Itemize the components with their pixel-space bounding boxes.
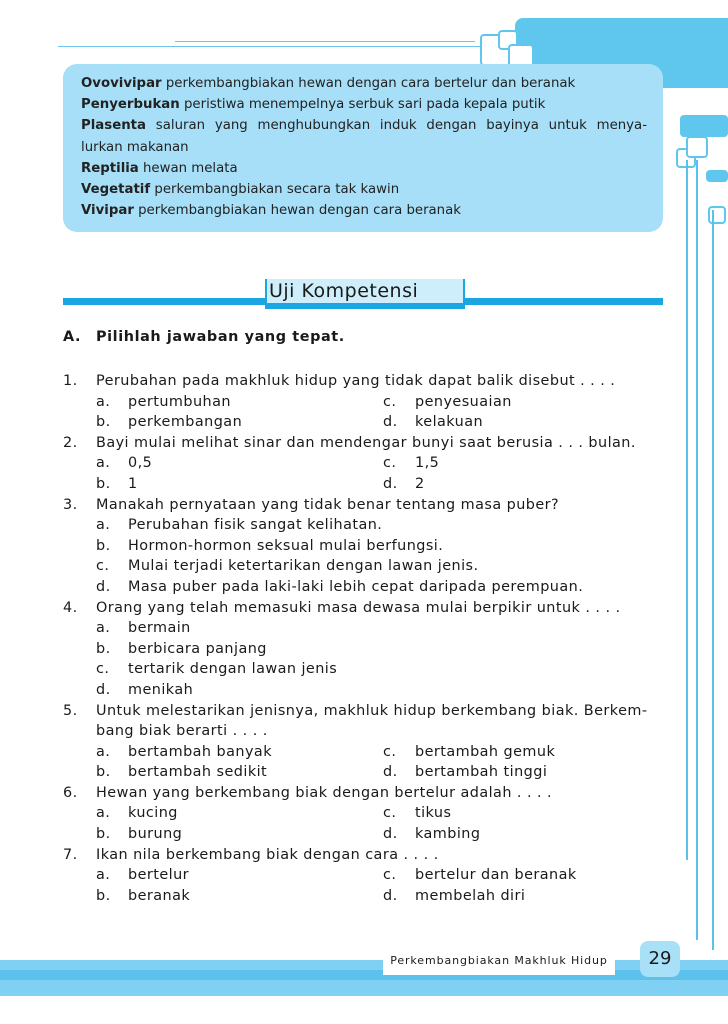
option-letter: a. — [96, 805, 111, 822]
glossary-term: Vivipar — [81, 203, 134, 219]
question-text — [63, 845, 667, 866]
option-text: 1 — [128, 475, 138, 492]
option-letter: b. — [96, 887, 111, 904]
question-item — [63, 701, 667, 783]
question-item — [63, 598, 667, 701]
decorative-line — [696, 160, 698, 940]
instruction-label: A. — [63, 329, 82, 345]
option-text: kambing — [415, 826, 481, 843]
question-number: 1. — [63, 373, 78, 389]
option-text: Hormon-hormon seksual mulai berfungsi. — [128, 537, 444, 554]
option-letter: b. — [96, 537, 111, 554]
option-row — [63, 803, 667, 824]
decorative-line — [686, 160, 688, 860]
option-letter: a. — [96, 743, 111, 760]
instruction — [63, 329, 667, 350]
question-text — [63, 495, 667, 516]
option-row — [63, 762, 667, 783]
option-row — [63, 536, 667, 557]
decorative-line — [175, 41, 475, 42]
question-text — [63, 701, 667, 722]
question-text — [63, 721, 667, 742]
option-row — [63, 742, 667, 763]
glossary-definition: hewan melata — [138, 160, 238, 176]
question-number: 5. — [63, 702, 78, 719]
option-letter: d. — [383, 826, 398, 843]
option-letter: a. — [96, 867, 111, 884]
spacer — [63, 350, 667, 371]
glossary-definition: perkembangbiakan secara tak kawin — [150, 182, 400, 198]
question-line: Orang yang telah memasuki masa dewasa mulai berpikir untuk . . . . — [96, 599, 621, 616]
question-number: 2. — [63, 434, 78, 451]
option-text: tertarik dengan lawan jenis — [128, 661, 338, 678]
question-line: Untuk melestarikan jenisnya, makhluk hidup berkembang biak. Berkem- — [96, 702, 648, 719]
option-row — [63, 515, 667, 536]
option-row — [63, 392, 667, 413]
option-row — [63, 886, 667, 907]
question-number: 3. — [63, 496, 78, 513]
decorative-square — [680, 115, 728, 137]
option-letter: a. — [96, 455, 111, 472]
option-letter: a. — [96, 620, 111, 637]
decorative-square — [708, 206, 726, 224]
question-item — [63, 371, 667, 433]
option-row — [63, 680, 667, 701]
option-text: kelakuan — [415, 414, 484, 431]
option-text: membelah diri — [415, 887, 526, 904]
glossary-entry — [81, 158, 647, 179]
option-row — [63, 618, 667, 639]
option-text: berbicara panjang — [128, 640, 267, 657]
option-row — [63, 639, 667, 660]
glossary-entry — [81, 94, 647, 115]
option-row — [63, 824, 667, 845]
option-text: penyesuaian — [415, 393, 512, 410]
question-item — [63, 783, 667, 845]
option-text: 1,5 — [415, 455, 440, 472]
option-letter: c. — [383, 805, 397, 822]
option-text: bertambah banyak — [128, 743, 272, 760]
option-row — [63, 412, 667, 433]
section-title: Uji Kompetensi — [267, 279, 463, 303]
option-letter: c. — [383, 743, 397, 760]
question-text — [63, 433, 667, 454]
option-row — [63, 556, 667, 577]
question-item — [63, 433, 667, 495]
option-letter: c. — [96, 661, 110, 678]
option-text: tikus — [415, 805, 452, 822]
question-item — [63, 845, 667, 907]
option-letter: d. — [383, 764, 398, 781]
option-text: 0,5 — [128, 455, 153, 472]
option-letter: c. — [383, 393, 397, 410]
question-line: Hewan yang berkembang biak dengan bertelur adalah . . . . — [96, 784, 553, 801]
glossary-term: Plasenta — [81, 118, 147, 134]
question-line: Ikan nila berkembang biak dengan cara . . . . — [96, 846, 439, 863]
question-number: 6. — [63, 784, 78, 801]
option-row — [63, 453, 667, 474]
option-text: bermain — [128, 620, 191, 637]
option-letter: b. — [96, 475, 111, 492]
option-letter: d. — [96, 681, 111, 698]
glossary-definition: peristiwa menempelnya serbuk sari pada kepala putik — [179, 97, 546, 113]
option-text: Perubahan fisik sangat kelihatan. — [128, 517, 383, 534]
option-text: beranak — [128, 887, 191, 904]
option-letter: c. — [383, 455, 397, 472]
glossary-entry-continuation: lurkan makanan — [81, 139, 189, 155]
option-letter: b. — [96, 764, 111, 781]
option-letter: c. — [96, 558, 110, 575]
glossary-term: Vegetatif — [81, 182, 151, 198]
glossary-definition: perkembangbiakan hewan dengan cara bertelur dan beranak — [161, 76, 576, 91]
question-list — [63, 329, 667, 906]
glossary-box — [63, 64, 663, 232]
option-letter: b. — [96, 640, 111, 657]
question-number: 4. — [63, 599, 78, 616]
option-letter: d. — [383, 475, 398, 492]
question-line: bang biak berarti . . . . — [96, 723, 268, 740]
question-line: Perubahan pada makhluk hidup yang tidak dapat balik disebut . . . . — [96, 373, 616, 389]
decorative-square — [706, 170, 728, 182]
questions — [63, 371, 667, 906]
option-text: bertambah sedikit — [128, 764, 268, 781]
glossary-entry — [81, 115, 647, 136]
glossary-entry — [81, 73, 647, 94]
option-letter: d. — [96, 578, 111, 595]
question-item — [63, 495, 667, 598]
option-row — [63, 659, 667, 680]
glossary-entry — [81, 179, 647, 200]
option-letter: b. — [96, 414, 111, 431]
glossary-definition: perkembangbiakan hewan dengan cara beranak — [133, 203, 461, 219]
option-text: menikah — [128, 681, 194, 698]
option-text: bertambah gemuk — [415, 743, 556, 760]
option-letter: c. — [383, 867, 397, 884]
chapter-label: Perkembangbiakan Makhluk Hidup — [383, 947, 615, 975]
decorative-line — [712, 210, 714, 950]
option-text: Mulai terjadi ketertarikan dengan lawan jenis. — [128, 558, 479, 575]
option-letter: b. — [96, 826, 111, 843]
footer-band-stripe — [0, 970, 728, 980]
page-number: 29 — [640, 941, 680, 977]
option-text: Masa puber pada laki-laki lebih cepat daripada perempuan. — [128, 578, 584, 595]
question-text — [63, 783, 667, 804]
option-text: bertelur — [128, 867, 190, 884]
option-text: bertambah tinggi — [415, 764, 548, 781]
option-letter: a. — [96, 393, 111, 410]
option-letter: d. — [383, 414, 398, 431]
decorative-line — [58, 46, 488, 47]
option-text: 2 — [415, 475, 425, 492]
option-letter: d. — [383, 887, 398, 904]
glossary-entry — [81, 200, 647, 221]
question-line: Manakah pernyataan yang tidak benar tentang masa puber? — [96, 496, 560, 513]
option-text: perkembangan — [128, 414, 243, 431]
option-row — [63, 865, 667, 886]
glossary-term: Reptilia — [81, 160, 139, 176]
option-text: pertumbuhan — [128, 393, 231, 410]
glossary-definition: saluran yang menghubungkan induk dengan bayinya untuk menya- — [146, 118, 647, 134]
instruction-text: Pilihlah jawaban yang tepat. — [96, 329, 345, 345]
glossary-term: Ovovivipar — [81, 76, 162, 91]
question-text — [63, 598, 667, 619]
decorative-square — [686, 136, 708, 158]
option-text: burung — [128, 826, 183, 843]
option-row — [63, 577, 667, 598]
question-line: Bayi mulai melihat sinar dan mendengar bunyi saat berusia . . . bulan. — [96, 434, 636, 451]
option-row — [63, 474, 667, 495]
option-letter: a. — [96, 517, 111, 534]
question-number: 7. — [63, 846, 78, 863]
question-text — [63, 371, 667, 392]
option-text: bertelur dan beranak — [415, 867, 577, 884]
glossary-term: Penyerbukan — [81, 97, 180, 113]
option-text: kucing — [128, 805, 178, 822]
